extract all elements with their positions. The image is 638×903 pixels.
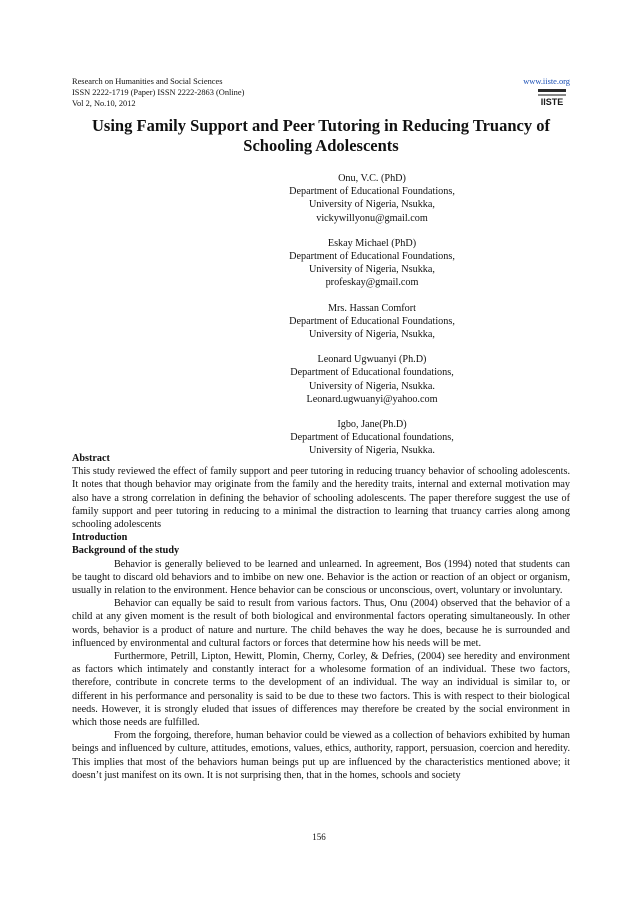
abstract-heading: Abstract (72, 453, 110, 464)
author-name: Onu, V.C. (PhD) (338, 173, 406, 184)
author-affiliation: Department of Educational foundations, (290, 432, 454, 444)
paper-body (72, 452, 570, 782)
running-header (72, 76, 570, 109)
author-university: University of Nigeria, Nsukka, (309, 329, 435, 341)
body-paragraph: Behavior can equally be said to result from various factors. Thus, Onu (2004) observed that the behavior of a child at any given moment is the result of both biological and environmental factors operating simultaneously. In other words, behavior is a product of nature and nurture. The child behaves the way he does, because he is surrounded and influenced by environmental and cultural factors or forces that determine how his needs will be met. (72, 598, 570, 649)
author-email: profeskay@gmail.com (325, 277, 419, 289)
author-affiliation: Department of Educational foundations, (290, 367, 454, 379)
page-number: 156 (312, 832, 326, 842)
journal-url-link[interactable]: www.iiste.org (523, 77, 570, 86)
logo-text: IISTE (540, 97, 564, 107)
author-name: Eskay Michael (PhD) (327, 237, 417, 249)
body-paragraph: Behavior is generally believed to be learned and unlearned. In agreement, Bos (1994) noted that students can be taught to discard old behaviors and to imbibe on new one. Behavior is the action or reaction of an object or organism, usually in relation to the environment. Hence behavior can be conscious or unconscious, overt, voluntary or involuntary. (72, 558, 570, 597)
author-university: University of Nigeria, Nsukka. (309, 380, 435, 392)
author-affiliation: Department of Educational Foundations, (289, 315, 455, 327)
author-block (247, 237, 497, 290)
volume-line: Vol 2, No.10, 2012 (72, 99, 136, 108)
iiste-logo-icon (536, 86, 568, 108)
author-university: University of Nigeria, Nsukka. (309, 445, 435, 457)
issn-line: ISSN 2222-1719 (Paper) ISSN 2222-2863 (Online) (72, 88, 245, 97)
author-name: Leonard Ugwuanyi (Ph.D) (317, 354, 427, 366)
author-email: vickywillyonu@gmail.com (316, 212, 428, 224)
abstract-text: This study reviewed the effect of family support and peer tutoring in reducing truancy behavior of schooling adolescents. It notes that though behavior may originate from the family and the heredity traits, internal and external motivation may also have a strong correlation in defining the behavior of schooling adolescents. The paper therefore suggest the use of family support and peer tutoring in reducing to a minimal the distraction to learning that truancy carries along among schooling adolescents (72, 466, 570, 531)
author-university: University of Nigeria, Nsukka, (309, 264, 435, 276)
paper-title: Using Family Support and Peer Tutoring in Reducing Truancy of Schooling Adolescents (92, 116, 550, 155)
author-name: Mrs. Hassan Comfort (327, 302, 416, 314)
author-block (247, 353, 497, 406)
introduction-heading: Introduction (72, 532, 128, 544)
author-university: University of Nigeria, Nsukka, (309, 199, 435, 211)
author-name: Igbo, Jane(Ph.D) (337, 419, 407, 431)
journal-name: Research on Humanities and Social Sciences (72, 77, 223, 86)
author-affiliation: Department of Educational Foundations, (289, 186, 455, 198)
body-paragraph: From the forgoing, therefore, human behavior could be viewed as a collection of behaviors exhibited by human beings and influenced by culture, attitudes, emotions, values, ethics, authority, rapport, persuasion, coercion and heredity. This implies that most of the behaviors human beings put up are influenced by the characteristics mentioned above; it doesn’t just manifest on its own. It is not surprising then, that in the homes, schools and society (72, 730, 570, 781)
background-heading: Background of the study (72, 545, 180, 557)
author-list (72, 172, 570, 470)
author-email: Leonard.ugwuanyi@yahoo.com (306, 393, 438, 405)
author-block (247, 302, 497, 342)
author-block (247, 172, 497, 225)
body-paragraph: Furthermore, Petrill, Lipton, Hewitt, Plomin, Cherny, Corley, & Defries, (2004) see heredity and environment as factors which intimately and constantly interact for a wholesome formation of an individual. These two factors, therefore, contribute in concrete terms to the development of an individual. The way an individual is similar to, or different in his performance and personality is said to be due to these two factors. This is with respect to their biological needs. However, it is strongly eluded that issues of differences may therefore be created by the social environment in which those needs are fulfilled. (72, 651, 570, 729)
author-affiliation: Department of Educational Foundations, (289, 251, 455, 263)
